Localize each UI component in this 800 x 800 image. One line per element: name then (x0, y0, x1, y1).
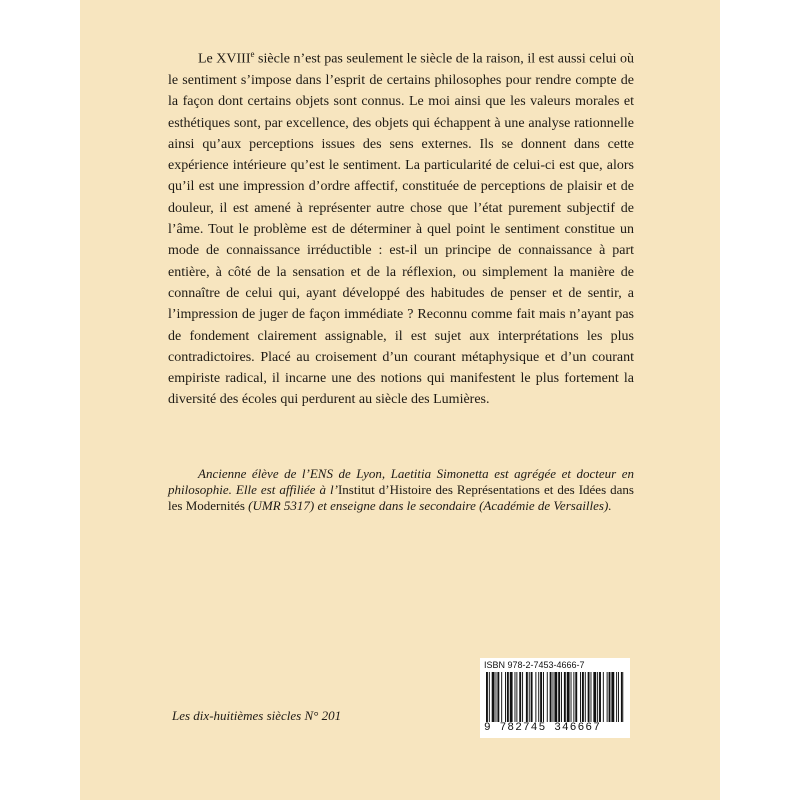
author-bio (168, 466, 634, 515)
barcode-bar (507, 672, 509, 722)
barcode-bar (554, 672, 557, 722)
blurb-paragraph (168, 44, 634, 411)
barcode-bar (564, 672, 566, 722)
barcode-bar (588, 672, 590, 722)
blurb-text: siècle n’est pas seulement le siècle de la raison, il est aussi celui où le sentiment s’impose dans l’esprit de certains philosophes pour rendre compte de la façon dont certains objets sont connus. Le moi ainsi que les valeurs morales et esthétiques sont, par excellence, des objets qui échappent à une analyse rationnelle ainsi qu’aux perceptions issues des sens externes. Ils se donnent dans cette expérience intérieure qu’est le sentiment. La particularité de celui-ci est que, alors qu’il est une impression d’ordre affectif, constituée de perceptions de plaisir et de douleur, il est amené à représenter autre chose que l’état purement subjectif de l’âme. Tout le problème est de déterminer à quel point le sentiment constitue un mode de connaissance irréductible : est-il un principe de connaissance à part entière, à côté de la sensation et de la réflexion, ou simplement la manière de connaître de celui qui, ayant développé des habitudes de penser et de sentir, a l’impression de juger de façon immédiate ? Reconnu comme fait mais n’ayant pas de fondement clairement assignable, il est sujet aux interprétations les plus contradictoires. Placé au croisement d’un courant métaphysique et d’un courant empiriste radical, il incarne une des notions qui manifestent le plus fortement la diversité des écoles qui perdurent au siècle des Lumières. (168, 51, 634, 408)
barcode-bar (516, 672, 517, 722)
barcode-digits: 9 782745 346667 (484, 722, 602, 734)
barcode-bar (515, 672, 516, 722)
barcode-bar (580, 672, 581, 722)
barcode-bar (597, 672, 598, 722)
barcode-bar (582, 672, 584, 722)
barcode-bar (591, 672, 592, 722)
barcode-bar (486, 672, 488, 722)
barcode-bar (547, 672, 548, 722)
barcode-bar (561, 672, 562, 722)
barcode-bar (496, 672, 497, 722)
barcode-bar (531, 672, 533, 722)
barcode-bar (492, 672, 495, 722)
barcode-bar (540, 672, 542, 722)
barcode-bar (593, 672, 596, 722)
series-title: Les dix-huitièmes siècles N° 201 (172, 708, 342, 723)
isbn-barcode (480, 658, 630, 738)
author-bio-part-3: (UMR 5317) et enseigne dans le secondaire (Académie de Versailles). (244, 498, 612, 514)
barcode-bar (609, 672, 611, 722)
barcode-bar (573, 672, 574, 722)
barcode-bar (575, 672, 577, 722)
blurb-century: Le XVIII (198, 51, 251, 67)
barcode-bar (571, 672, 572, 722)
barcode-bar (526, 672, 528, 722)
barcode-bar (510, 672, 513, 722)
isbn-label: ISBN 978-2-7453-4666-7 (484, 660, 585, 670)
barcode-bar (599, 672, 601, 722)
barcode-bar (497, 672, 499, 722)
barcode-bar (558, 672, 560, 722)
barcode-bar (621, 672, 623, 722)
author-bio-part-1: Ancienne élève de l’ENS de Lyon, Laetitia Simonetta est agrégée et docteur en philosophie. Elle est affiliée à l’ (168, 466, 634, 498)
barcode-bar (611, 672, 614, 722)
barcode-bar (538, 672, 539, 722)
author-bio-institute: Institut d’Histoire des Représentations et des Idées dans les Modernités (168, 482, 634, 514)
barcode-bar (519, 672, 521, 722)
barcode-bar (553, 672, 554, 722)
barcode-bar (505, 672, 506, 722)
barcode-bar (535, 672, 536, 722)
barcode-bar (567, 672, 570, 722)
barcode-bar (501, 672, 502, 722)
barcode-bar (522, 672, 523, 722)
barcode-bar (603, 672, 604, 722)
barcode-bar (489, 672, 490, 722)
barcode-bar (543, 672, 544, 722)
blurb-century-superscript: e (250, 49, 255, 59)
barcode-bar (585, 672, 586, 722)
barcode-bar (616, 672, 617, 722)
barcode-bars (486, 672, 624, 722)
barcode-bar (529, 672, 530, 722)
barcode-bar (618, 672, 619, 722)
barcode-bar (607, 672, 608, 722)
barcode-bar (550, 672, 552, 722)
